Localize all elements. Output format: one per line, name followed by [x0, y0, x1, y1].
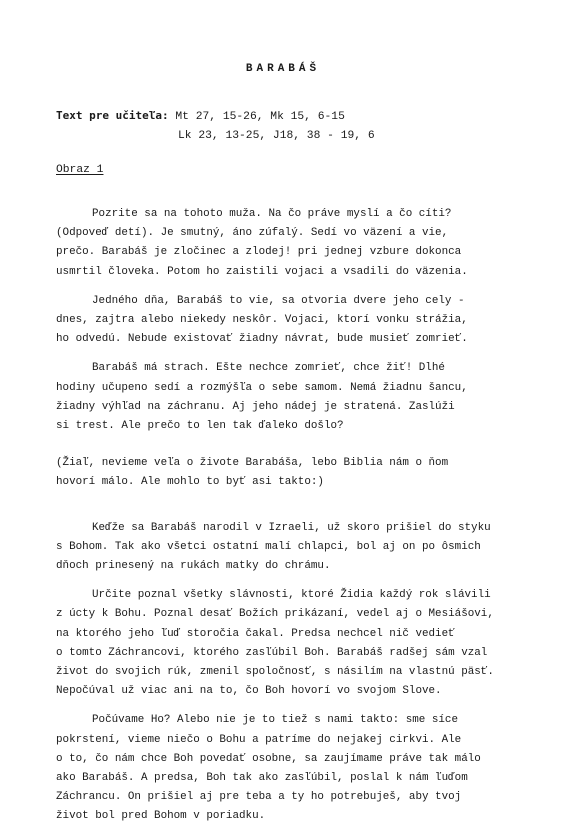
editorial-note — [56, 454, 526, 492]
teacher-references — [56, 106, 536, 146]
text-line: Jedného dňa, Barabáš to vie, sa otvoria dvere jeho cely - — [92, 294, 465, 307]
section-heading: Obraz 1 — [56, 164, 104, 176]
reference-line-2: Lk 23, 13-25, J18, 38 - 19, 6 — [178, 130, 375, 142]
body-paragraph — [56, 711, 526, 826]
text-line: dňoch prinesený na rukách matky do chrámu. — [56, 560, 331, 573]
reference-label: Text pre učiteľa: — [56, 109, 169, 122]
text-line: Určite poznal všetky slávnosti, ktoré Židia každý rok slávili — [92, 589, 491, 602]
text-line: Barabáš má strach. Ešte nechce zomrieť, chce žiť! Dlhé — [92, 362, 445, 375]
text-line: hovorí málo. Ale mohlo to byť asi takto:) — [56, 476, 324, 489]
text-line: Počúvame Ho? Alebo nie je to tiež s nami takto: sme síce — [92, 714, 458, 727]
body-paragraph — [56, 292, 526, 350]
text-line: o tomto Záchrancovi, ktorého zasľúbil Boh. Barabáš radšej sám vzal — [56, 646, 488, 659]
text-line: na ktorého jeho ľuď storočia čakal. Predsa nechcel nič vedieť — [56, 627, 455, 640]
text-line: Nepočúval už viac ani na to, čo Boh hovorí vo svojom Slove. — [56, 685, 442, 698]
text-line: s Bohom. Tak ako všetci ostatní malí chlapci, bol aj on po ôsmich — [56, 540, 481, 553]
text-line: usmrtil človeka. Potom ho zaistili vojaci a vsadili do väzenia. — [56, 265, 468, 278]
text-line: (Žiaľ, nevieme veľa o živote Barabáša, lebo Biblia nám o ňom — [56, 457, 449, 470]
text-line: si trest. Ale prečo to len tak ďaleko došlo? — [56, 420, 344, 433]
text-line: Záchrancu. On prišiel aj pre teba a ty ho potrebuješ, aby tvoj — [56, 791, 462, 804]
document-body — [56, 205, 526, 837]
reference-line-1: Mt 27, 15-26, Mk 15, 6-15 — [175, 111, 345, 123]
text-line: (Odpoveď detí). Je smutný, áno zúfalý. Sedí vo väzení a vie, — [56, 227, 449, 240]
text-line: život do svojich rúk, zmenil spoločnosť, s násilím na vlastnú päsť. — [56, 666, 494, 679]
text-line: z úcty k Bohu. Poznal desať Božích prikázaní, vedel aj o Mesiášovi, — [56, 608, 494, 621]
text-line: život bol pred Bohom v poriadku. — [56, 810, 266, 823]
body-paragraph — [56, 586, 526, 701]
body-paragraph — [56, 519, 526, 577]
body-paragraph — [56, 359, 526, 436]
text-line: o to, čo nám chce Boh povedať osobne, sa zaujímame práve tak málo — [56, 752, 481, 765]
reference-row-1 — [56, 106, 536, 127]
text-line: prečo. Barabáš je zločinec a zlodej! pri jednej vzbure dokonca — [56, 246, 462, 259]
text-line: ho odvedú. Nebude existovať žiadny návrat, bude musieť zomrieť. — [56, 333, 468, 346]
text-line: ako Barabáš. A predsa, Boh tak ako zasľúbil, poslal k nám ľuďom — [56, 772, 468, 785]
text-line: Keďže sa Barabáš narodil v Izraeli, už skoro prišiel do styku — [92, 521, 491, 534]
text-line: dnes, zajtra alebo niekedy neskôr. Vojaci, ktorí vonku strážia, — [56, 314, 468, 327]
reference-row-2 — [56, 127, 536, 146]
document-title: BARABÁŠ — [245, 63, 321, 75]
body-paragraph — [56, 205, 526, 282]
text-line: hodiny učupeno sedí a rozmýšľa o sebe samom. Nemá žiadnu šancu, — [56, 381, 468, 394]
text-line: pokrstení, vieme niečo o Bohu a patríme do nejakej cirkvi. Ale — [56, 733, 462, 746]
text-line: žiadny výhľad na záchranu. Aj jeho nádej je stratená. Zaslúži — [56, 400, 455, 413]
text-line: Pozrite sa na tohoto muža. Na čo práve myslí a čo cíti? — [92, 208, 452, 220]
